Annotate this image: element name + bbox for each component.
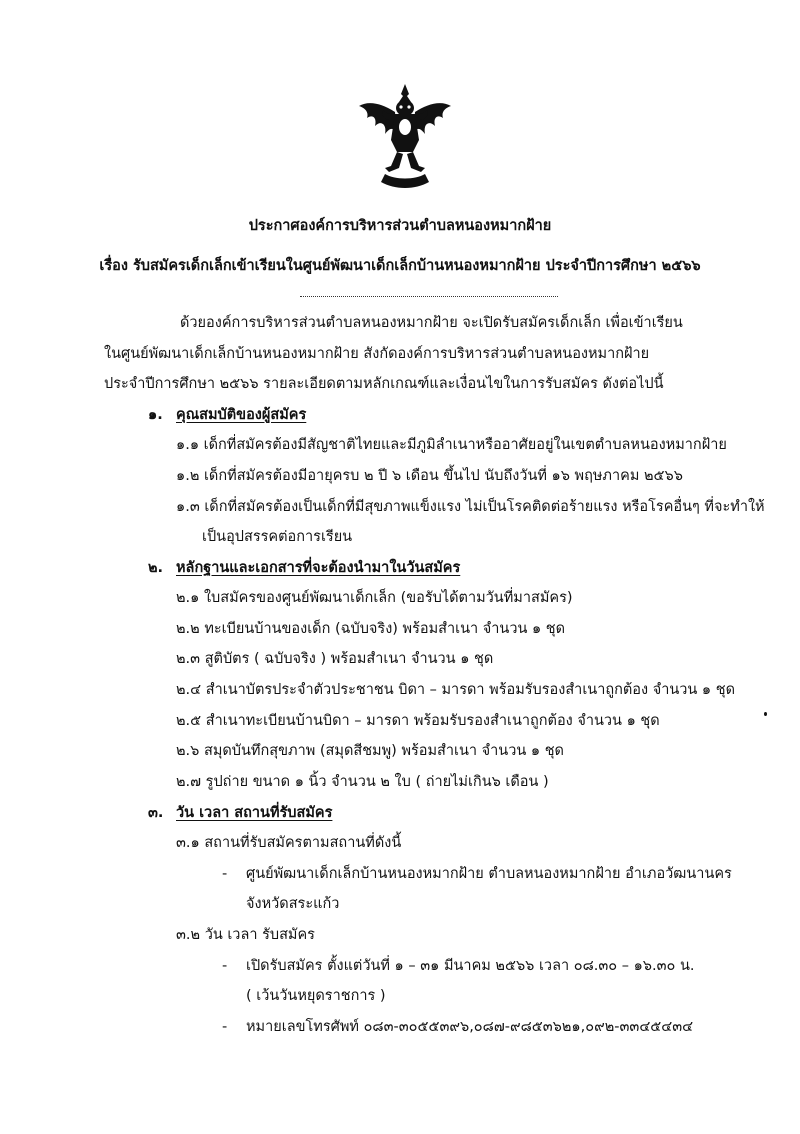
section-2-item: ๒.๓ สูติบัตร ( ฉบับจริง ) พร้อมสำเนา จำนวน ๑ ชุด — [176, 651, 494, 667]
section-1-item-continuation: เป็นอุปสรรคต่อการเรียน — [202, 529, 353, 545]
phone-line: หมายเลขโทรศัพท์ ๐๘๓-๓๐๕๕๓๙๖,๐๘๗-๙๘๕๓๖๒๑,๐๙๒-๓๓๔๕๔๓๔ — [246, 1019, 694, 1035]
scan-speck — [764, 712, 767, 716]
place-line: จังหวัดสระแก้ว — [246, 896, 340, 912]
section-1-number: ๑. — [148, 407, 163, 423]
section-1-item: ๑.๓ เด็กที่สมัครต้องเป็นเด็กที่มีสุขภาพแข็งแรง ไม่เป็นโรคติดต่อร้ายแรง หรือโรคอื่นๆ ที่จะทำให้ — [176, 499, 765, 515]
section-1-item: ๑.๑ เด็กที่สมัครต้องมีสัญชาติไทยและมีภูมิลำเนาหรืออาศัยอยู่ในเขตตำบลหนองหมากฝ้าย — [176, 437, 727, 453]
open-period-line: เปิดรับสมัคร ตั้งแต่วันที่ ๑ – ๓๑ มีนาคม ๒๕๖๖ เวลา ๐๘.๓๐ – ๑๖.๓๐ น. — [246, 958, 695, 974]
section-2-item: ๒.๒ ทะเบียนบ้านของเด็ก (ฉบับจริง) พร้อมสำเนา จำนวน ๑ ชุด — [176, 621, 566, 637]
intro-line: ในศูนย์พัฒนาเด็กเล็กบ้านหนองหมากฝ้าย สังกัดองค์การบริหารส่วนตำบลหนองหมากฝ้าย — [104, 346, 650, 362]
dash-bullet: - — [222, 958, 228, 974]
place-line: ศูนย์พัฒนาเด็กเล็กบ้านหนองหมากฝ้าย ตำบลหนองหมากฝ้าย อำเภอวัฒนานคร — [246, 866, 732, 882]
section-3-sub-time: ๓.๒ วัน เวลา รับสมัคร — [176, 927, 315, 943]
title-separator — [300, 296, 558, 297]
intro-line: ด้วยองค์การบริหารส่วนตำบลหนองหมากฝ้าย จะเปิดรับสมัครเด็กเล็ก เพื่อเข้าเรียน — [180, 315, 683, 331]
open-period-line: ( เว้นวันหยุดราชการ ) — [246, 988, 386, 1004]
section-3-sub-place: ๓.๑ สถานที่รับสมัครตามสถานที่ดังนี้ — [176, 835, 402, 851]
section-2-item: ๒.๑ ใบสมัครของศูนย์พัฒนาเด็กเล็ก (ขอรับได้ตามวันที่มาสมัคร) — [176, 590, 573, 606]
section-2-item: ๒.๕ สำเนาทะเบียนบ้านบิดา – มารดา พร้อมรับรองสำเนาถูกต้อง จำนวน ๑ ชุด — [176, 713, 660, 729]
section-1-item: ๑.๒ เด็กที่สมัครต้องมีอายุครบ ๒ ปี ๖ เดือน ขึ้นไป นับถึงวันที่ ๑๖ พฤษภาคม ๒๕๖๖ — [176, 468, 683, 484]
section-2-number: ๒. — [148, 560, 164, 576]
section-3-number: ๓. — [148, 805, 164, 821]
section-1-heading: คุณสมบัติของผู้สมัคร — [176, 407, 307, 423]
dash-bullet: - — [222, 866, 228, 882]
announcement-subject: เรื่อง รับสมัครเด็กเล็กเข้าเรียนในศูนย์พัฒนาเด็กเล็กบ้านหนองหมากฝ้าย ประจำปีการศึกษา ๒๕๖๖ — [99, 258, 701, 274]
section-2-heading: หลักฐานและเอกสารที่จะต้องนำมาในวันสมัคร — [176, 560, 461, 576]
section-2-item: ๒.๔ สำเนาบัตรประจำตัวประชาชน บิดา – มารดา พร้อมรับรองสำเนาถูกต้อง จำนวน ๑ ชุด — [176, 682, 735, 698]
intro-line: ประจำปีการศึกษา ๒๕๖๖ รายละเอียดตามหลักเกณฑ์และเงื่อนไขในการรับสมัคร ดังต่อไปนี้ — [104, 376, 664, 392]
garuda-emblem-icon — [355, 82, 455, 192]
dash-bullet: - — [222, 1019, 228, 1035]
announcement-title: ประกาศองค์การบริหารส่วนตำบลหนองหมากฝ้าย — [248, 218, 552, 234]
section-3-heading: วัน เวลา สถานที่รับสมัคร — [176, 805, 333, 821]
section-2-item: ๒.๖ สมุดบันทึกสุขภาพ (สมุดสีชมพู) พร้อมสำเนา จำนวน ๑ ชุด — [176, 743, 564, 759]
section-2-item: ๒.๗ รูปถ่าย ขนาด ๑ นิ้ว จำนวน ๒ ใบ ( ถ่ายไม่เกิน๖ เดือน ) — [176, 774, 549, 790]
